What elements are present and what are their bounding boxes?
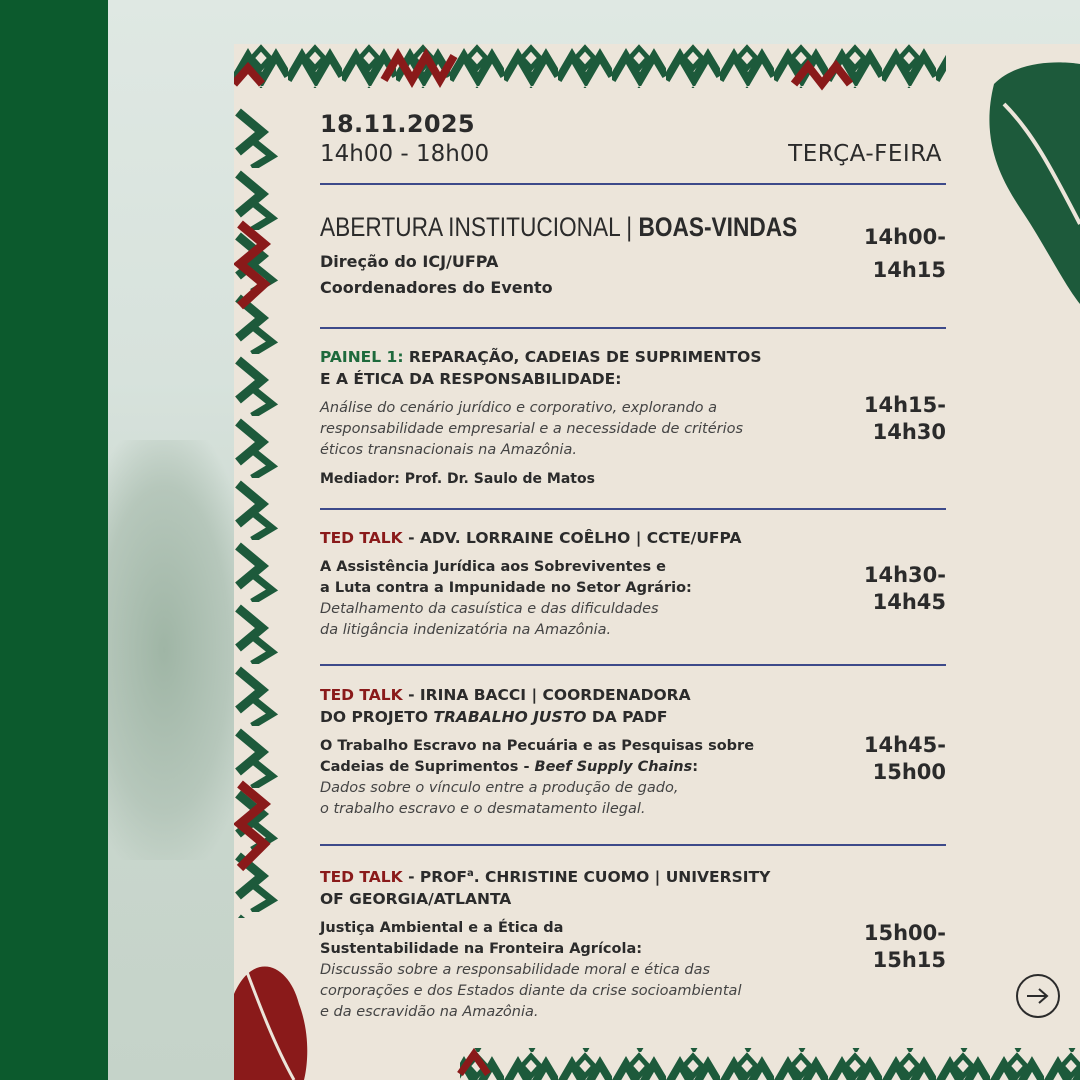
time-end: 14h30 <box>872 420 946 444</box>
session-speaker-line <box>320 706 810 728</box>
session-description: Discussão sobre a responsabilidade moral e ética das <box>320 962 711 979</box>
background-tree <box>108 440 248 860</box>
speaker-project: TRABALHO JUSTO <box>433 708 587 726</box>
session-heading <box>320 863 810 888</box>
session-heading <box>320 527 810 549</box>
session-subtitle: A Assistência Jurídica aos Sobreviventes e <box>320 559 666 575</box>
session-time <box>826 732 946 786</box>
session-description: Detalhamento da casuística e das dificuldades <box>320 601 659 617</box>
session-heading <box>320 346 810 368</box>
session-line: Direção do ICJ/UFPA <box>320 252 499 271</box>
speaker-superscript: a <box>466 868 474 879</box>
session-description: Análise do cenário jurídico e corporativo, explorando a <box>320 400 718 416</box>
time-start: 14h30- <box>863 563 946 587</box>
time-start: 14h00- <box>863 225 946 249</box>
session-subtitle: Sustentabilidade na Fronteira Agrícola: <box>320 941 643 958</box>
session-speaker-line: OF GEORGIA/ATLANTA <box>320 890 512 909</box>
session-subtitle-line <box>320 757 810 778</box>
divider <box>320 664 946 666</box>
session-title <box>320 212 798 243</box>
event-date: 18.11.2025 <box>320 110 475 138</box>
time-end: 15h00 <box>872 760 946 784</box>
session-subtitle: O Trabalho Escravo na Pecuária e as Pesquisas sobre <box>320 738 755 754</box>
schedule-poster <box>234 44 1080 1080</box>
session-panel-1 <box>320 346 810 489</box>
time-end: 14h15 <box>872 258 946 282</box>
session-speaker: - IRINA BACCI | COORDENADORA <box>402 686 691 704</box>
left-green-band <box>0 0 108 1080</box>
session-ted-talk-3 <box>320 863 810 1023</box>
session-label: TED TALK <box>320 868 403 887</box>
session-title-bold: BOAS-VINDAS <box>638 212 798 242</box>
session-heading <box>320 684 810 706</box>
arrow-right-icon <box>1025 986 1051 1006</box>
session-mediator: Mediador: Prof. Dr. Saulo de Matos <box>320 471 595 487</box>
session-title-line: E A ÉTICA DA RESPONSABILIDADE: <box>320 370 622 388</box>
divider <box>320 327 946 329</box>
speaker-text: DA PADF <box>586 708 668 726</box>
session-description: corporações e dos Estados diante da crise socioambiental <box>320 983 742 1000</box>
session-ted-talk-1 <box>320 527 810 641</box>
time-start: 15h00- <box>863 921 946 945</box>
time-end: 14h45 <box>872 590 946 614</box>
session-opening <box>320 212 810 301</box>
next-button[interactable] <box>1016 974 1060 1018</box>
divider <box>320 183 946 185</box>
subtitle-text: Cadeias de Suprimentos - <box>320 759 535 775</box>
subtitle-text: : <box>692 759 699 775</box>
session-description: Dados sobre o vínculo entre a produção de gado, <box>320 780 679 796</box>
subtitle-emphasis: Beef Supply Chains <box>534 759 693 775</box>
session-ted-talk-2 <box>320 684 810 820</box>
time-start: 14h15- <box>863 393 946 417</box>
session-description: da litigância indenizatória na Amazônia. <box>320 622 612 638</box>
session-speaker: - ADV. LORRAINE COÊLHO | CCTE/UFPA <box>402 529 742 547</box>
session-description: e da escravidão na Amazônia. <box>320 1004 539 1021</box>
session-subtitle: Justiça Ambiental e a Ética da <box>320 920 564 937</box>
session-line: Coordenadores do Evento <box>320 278 553 297</box>
event-time-range: 14h00 - 18h00 <box>320 141 490 167</box>
session-time <box>826 392 946 446</box>
session-label: TED TALK <box>320 529 403 547</box>
session-time <box>826 224 946 284</box>
session-label: PAINEL 1: <box>320 348 404 366</box>
session-title-line: REPARAÇÃO, CADEIAS DE SUPRIMENTOS <box>403 348 762 366</box>
event-weekday: TERÇA-FEIRA <box>788 141 942 167</box>
divider <box>320 508 946 510</box>
time-end: 15h15 <box>872 948 946 972</box>
time-start: 14h45- <box>863 733 946 757</box>
session-title-light: ABERTURA INSTITUCIONAL | <box>320 212 639 242</box>
session-description: o trabalho escravo e o desmatamento ilegal. <box>320 801 646 817</box>
speaker-text: DO PROJETO <box>320 708 434 726</box>
session-time <box>826 920 946 974</box>
session-speaker: - PROF <box>402 868 467 887</box>
divider <box>320 844 946 846</box>
session-description: éticos transnacionais na Amazônia. <box>320 442 577 458</box>
session-label: TED TALK <box>320 686 403 704</box>
session-description: responsabilidade empresarial e a necessidade de critérios <box>320 421 744 437</box>
session-subtitle: a Luta contra a Impunidade no Setor Agrário: <box>320 580 692 596</box>
session-speaker: . CHRISTINE CUOMO | UNIVERSITY <box>473 868 771 887</box>
session-time <box>826 562 946 616</box>
